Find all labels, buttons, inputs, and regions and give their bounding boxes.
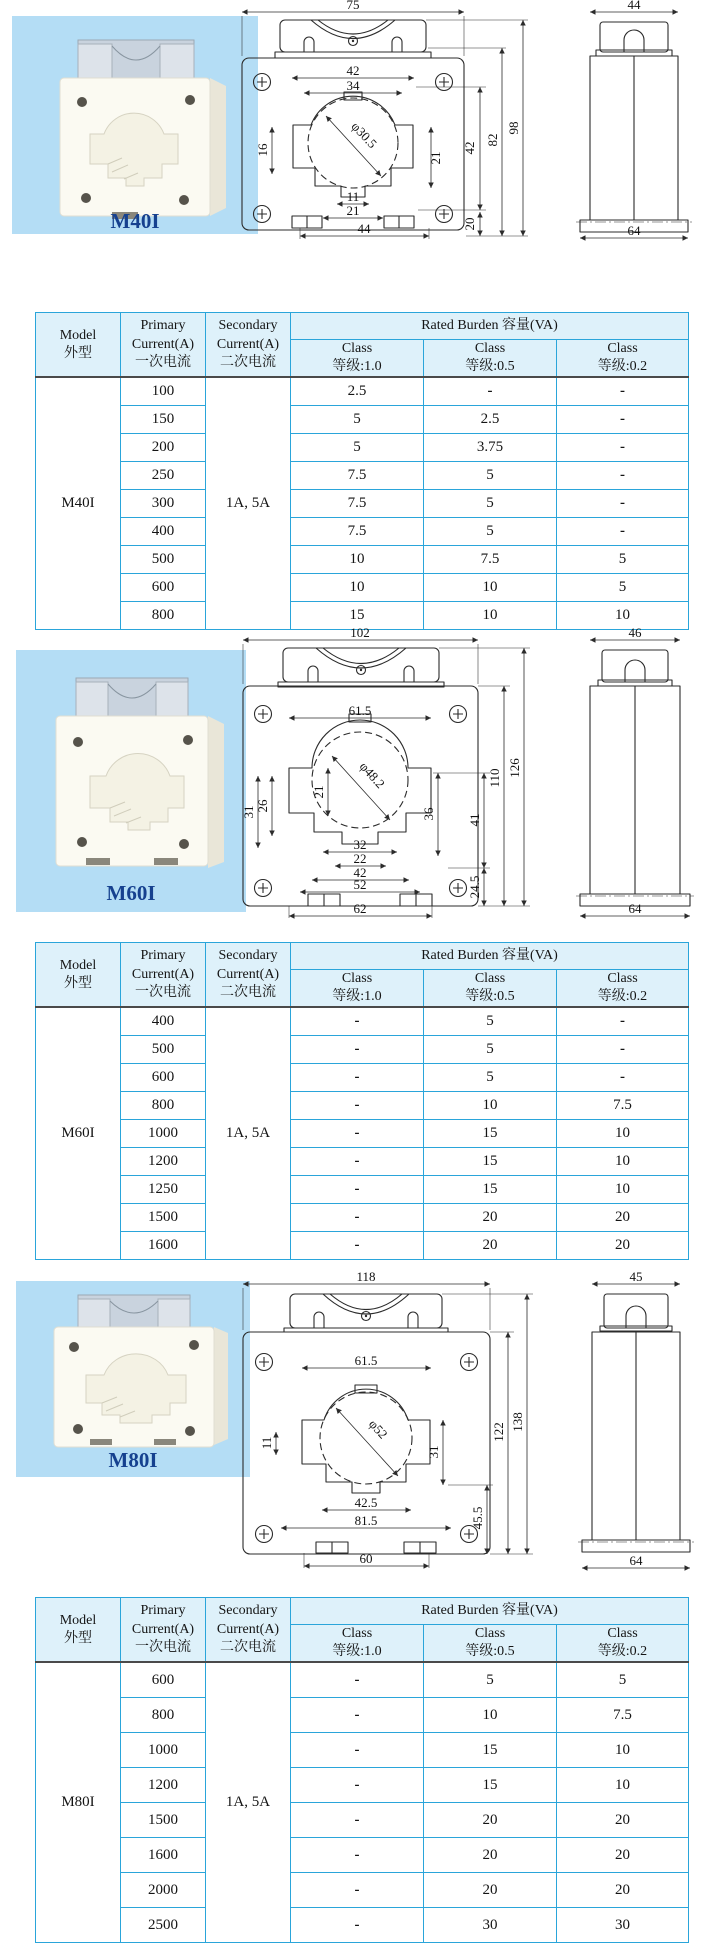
primary-current-cell: 500 [121, 546, 206, 574]
dim-m80-side-width: 45 [629, 1272, 643, 1284]
m40i-side-view [576, 0, 692, 238]
primary-current-cell: 600 [121, 1662, 206, 1698]
secondary-header-l1: Secondary [218, 1603, 278, 1619]
burden-class10-cell: 5 [291, 434, 424, 462]
burden-class02-cell: - [557, 377, 689, 406]
burden-class10-cell: 7.5 [291, 490, 424, 518]
burden-class05-cell: 30 [424, 1908, 557, 1943]
primary-current-cell: 1000 [121, 1733, 206, 1768]
burden-class05-cell: 20 [424, 1873, 557, 1908]
secondary-header-l1: Secondary [218, 948, 278, 964]
primary-current-cell: 800 [121, 602, 206, 630]
burden-class02-cell: 10 [557, 1733, 689, 1768]
m80i-photo [16, 1281, 250, 1477]
dim-m60-r41: 41 [467, 813, 482, 827]
burden-class05-cell: 10 [424, 602, 557, 630]
burden-class05-cell: 2.5 [424, 406, 557, 434]
spec-row [36, 406, 689, 434]
burden-class05-cell: 15 [424, 1768, 557, 1803]
class10-sub: 等级:1.0 [332, 1644, 382, 1660]
class02-sub: 等级:0.2 [597, 1644, 648, 1660]
spec-row [36, 1007, 689, 1036]
burden-class05-cell: 3.75 [424, 434, 557, 462]
dim-m60-l31: 31 [241, 805, 256, 819]
burden-class10-cell: - [291, 1204, 424, 1232]
spec-row [36, 1064, 689, 1092]
dim-m40-right-height: 21 [428, 151, 443, 165]
class02-sub: 等级:0.2 [597, 989, 648, 1005]
burden-class02-cell: - [557, 1064, 689, 1092]
spec-row [36, 462, 689, 490]
dim-m40-body-width: 75 [346, 0, 360, 12]
dim-m40-foot-span: 44 [357, 221, 371, 236]
primary-current-cell: 1500 [121, 1204, 206, 1232]
dim-m60-r126: 126 [507, 758, 522, 778]
dim-m80-body-width: 118 [356, 1272, 376, 1284]
burden-class02-cell: - [557, 490, 689, 518]
secondary-header-l2: Current(A) [216, 1621, 280, 1637]
dim-m80-base-width: 64 [629, 1553, 643, 1568]
primary-current-cell: 2000 [121, 1873, 206, 1908]
col-header-primary [121, 313, 206, 378]
m80i-side-view [578, 1272, 694, 1568]
spec-row [36, 1733, 689, 1768]
dim-m60-r110: 110 [487, 768, 502, 788]
col-header-primary [121, 943, 206, 1008]
burden-header: Rated Burden 容量(VA) [421, 1602, 558, 1618]
burden-class02-cell: - [557, 1007, 689, 1036]
dim-m60-body-width: 102 [350, 628, 370, 640]
burden-class10-cell: - [291, 1733, 424, 1768]
secondary-header-l3: 二次电流 [220, 354, 276, 370]
primary-current-cell: 150 [121, 406, 206, 434]
m40i-front-view [242, 0, 528, 239]
dim-m80-b815: 81.5 [354, 1513, 378, 1528]
dim-m80-v122: 122 [491, 1422, 506, 1442]
spec-row [36, 518, 689, 546]
dim-m40-side-width: 44 [627, 0, 641, 12]
model-header-en: Model [59, 957, 97, 973]
spec-row [36, 1204, 689, 1232]
burden-class10-cell: - [291, 1120, 424, 1148]
burden-class02-cell: - [557, 406, 689, 434]
m60i-photo-label: M60I [106, 881, 156, 905]
burden-class05-cell: 7.5 [424, 546, 557, 574]
burden-class02-cell: 20 [557, 1838, 689, 1873]
burden-header: Rated Burden 容量(VA) [421, 947, 558, 963]
col-header-class10 [291, 1625, 424, 1663]
burden-class10-cell: - [291, 1007, 424, 1036]
primary-current-cell: 600 [121, 574, 206, 602]
col-header-class02 [557, 1625, 689, 1663]
dim-m40-base-width: 64 [627, 223, 641, 238]
dim-m60-l26: 26 [255, 799, 270, 813]
dim-m40-v82: 82 [485, 133, 500, 147]
secondary-header-l2: Current(A) [216, 966, 280, 982]
class-label: Class [607, 971, 638, 986]
dim-m40-slot-width2: 21 [346, 203, 360, 218]
m40i-photo [12, 16, 258, 234]
dim-m60-b62: 62 [353, 901, 367, 916]
primary-header-l1: Primary [140, 948, 186, 964]
primary-header-l3: 一次电流 [135, 984, 191, 1000]
burden-class10-cell: - [291, 1803, 424, 1838]
col-header-primary [121, 1598, 206, 1663]
burden-class10-cell: - [291, 1092, 424, 1120]
dim-m60-side-width: 46 [628, 628, 642, 640]
class10-sub: 等级:1.0 [332, 989, 382, 1005]
burden-class10-cell: 7.5 [291, 518, 424, 546]
burden-class02-cell: 10 [557, 1120, 689, 1148]
secondary-header-l3: 二次电流 [220, 984, 276, 1000]
dim-m80-r31: 31 [426, 1445, 441, 1459]
burden-class10-cell: 5 [291, 406, 424, 434]
m60i-front-view [241, 628, 530, 918]
model-header-cn: 外型 [64, 1630, 92, 1646]
spec-row [36, 434, 689, 462]
burden-class02-cell: 20 [557, 1873, 689, 1908]
primary-current-cell: 500 [121, 1036, 206, 1064]
burden-class05-cell: 15 [424, 1176, 557, 1204]
burden-class10-cell: - [291, 1838, 424, 1873]
burden-class02-cell: - [557, 518, 689, 546]
class05-sub: 等级:0.5 [465, 989, 515, 1005]
m40i-drawing [228, 0, 720, 242]
spec-row [36, 1232, 689, 1260]
primary-current-cell: 200 [121, 434, 206, 462]
burden-class10-cell: - [291, 1176, 424, 1204]
model-header-cn: 外型 [64, 345, 92, 361]
burden-class10-cell: 10 [291, 574, 424, 602]
primary-current-cell: 600 [121, 1064, 206, 1092]
burden-class05-cell: 15 [424, 1120, 557, 1148]
spec-row [36, 1148, 689, 1176]
primary-header-l2: Current(A) [131, 966, 195, 982]
dim-m80-b60: 60 [359, 1551, 373, 1566]
burden-class02-cell: 10 [557, 602, 689, 630]
spec-row [36, 1698, 689, 1733]
burden-class10-cell: 15 [291, 602, 424, 630]
burden-class02-cell: 5 [557, 546, 689, 574]
burden-class10-cell: 2.5 [291, 377, 424, 406]
col-header-burden [291, 943, 689, 970]
burden-class10-cell: 10 [291, 546, 424, 574]
primary-current-cell: 300 [121, 490, 206, 518]
primary-current-cell: 250 [121, 462, 206, 490]
primary-current-cell: 1200 [121, 1768, 206, 1803]
burden-class05-cell: 5 [424, 518, 557, 546]
primary-current-cell: 2500 [121, 1908, 206, 1943]
dim-m60-hole-width: 61.5 [348, 703, 372, 718]
spec-row [36, 1036, 689, 1064]
dim-m60-b52: 52 [353, 877, 367, 892]
secondary-current-cell: 1A, 5A [206, 1662, 291, 1943]
dim-m60-r36: 36 [421, 807, 436, 821]
burden-class05-cell: 5 [424, 490, 557, 518]
dim-m60-r245: 24.5 [467, 875, 482, 899]
secondary-header-l3: 二次电流 [220, 1639, 276, 1655]
primary-current-cell: 1600 [121, 1838, 206, 1873]
col-header-model [36, 313, 121, 378]
spec-row [36, 1662, 689, 1698]
dim-m40-hole-outer: 42 [346, 63, 360, 78]
burden-class05-cell: 10 [424, 1698, 557, 1733]
dim-m40-v42: 42 [462, 141, 477, 155]
spec-row [36, 546, 689, 574]
primary-header-l2: Current(A) [131, 1621, 195, 1637]
spec-row [36, 377, 689, 406]
burden-class02-cell: 5 [557, 1662, 689, 1698]
spec-row [36, 1838, 689, 1873]
model-header-en: Model [59, 327, 97, 343]
spec-row [36, 1176, 689, 1204]
burden-class05-cell: 20 [424, 1232, 557, 1260]
class02-sub: 等级:0.2 [597, 359, 648, 375]
class-label: Class [607, 341, 638, 356]
spec-row [36, 1908, 689, 1943]
dim-m60-b42: 42 [353, 865, 367, 880]
burden-class05-cell: 20 [424, 1803, 557, 1838]
dim-m40-hole-inner: 34 [346, 78, 360, 93]
dim-m40-v98: 98 [506, 121, 521, 135]
col-header-burden [291, 313, 689, 340]
col-header-secondary [206, 1598, 291, 1663]
col-header-class05 [424, 970, 557, 1008]
burden-class10-cell: 7.5 [291, 462, 424, 490]
burden-class02-cell: 10 [557, 1148, 689, 1176]
dim-m80-v138: 138 [510, 1412, 525, 1432]
col-header-burden [291, 1598, 689, 1625]
primary-header-l3: 一次电流 [135, 1639, 191, 1655]
burden-class05-cell: 5 [424, 462, 557, 490]
burden-class05-cell: 10 [424, 1092, 557, 1120]
spec-row [36, 490, 689, 518]
model-cell: M80I [36, 1662, 121, 1943]
primary-header-l1: Primary [140, 318, 186, 334]
burden-class02-cell: 30 [557, 1908, 689, 1943]
class-label: Class [474, 341, 506, 356]
class-label: Class [607, 1626, 638, 1641]
primary-current-cell: 400 [121, 518, 206, 546]
col-header-class10 [291, 340, 424, 378]
primary-current-cell: 1200 [121, 1148, 206, 1176]
class05-sub: 等级:0.5 [465, 359, 515, 375]
burden-class02-cell: 7.5 [557, 1698, 689, 1733]
m80i-photo-label: M80I [108, 1448, 158, 1472]
burden-class05-cell: 5 [424, 1007, 557, 1036]
burden-class02-cell: 20 [557, 1232, 689, 1260]
burden-class05-cell: 20 [424, 1838, 557, 1873]
burden-class02-cell: 20 [557, 1803, 689, 1838]
model-cell: M60I [36, 1007, 121, 1260]
m60i-spec-table [35, 942, 689, 1260]
col-header-model [36, 943, 121, 1008]
m40i-photo-label: M40I [110, 209, 160, 233]
spec-row [36, 1873, 689, 1908]
burden-class02-cell: - [557, 1036, 689, 1064]
burden-class02-cell: 5 [557, 574, 689, 602]
primary-current-cell: 1250 [121, 1176, 206, 1204]
col-header-class02 [557, 340, 689, 378]
col-header-class02 [557, 970, 689, 1008]
class-label: Class [341, 1626, 373, 1641]
primary-header-l1: Primary [140, 1603, 186, 1619]
spec-row [36, 1803, 689, 1838]
spec-row [36, 602, 689, 630]
spec-row [36, 1092, 689, 1120]
primary-header-l3: 一次电流 [135, 354, 191, 370]
burden-class10-cell: - [291, 1036, 424, 1064]
model-header-en: Model [59, 1612, 97, 1628]
secondary-current-cell: 1A, 5A [206, 377, 291, 630]
class-label: Class [474, 1626, 506, 1641]
class-label: Class [341, 341, 373, 356]
col-header-secondary [206, 313, 291, 378]
burden-class05-cell: 15 [424, 1733, 557, 1768]
col-header-class05 [424, 340, 557, 378]
burden-class10-cell: - [291, 1064, 424, 1092]
primary-header-l2: Current(A) [131, 336, 195, 352]
burden-class10-cell: - [291, 1232, 424, 1260]
secondary-header-l1: Secondary [218, 318, 278, 334]
col-header-secondary [206, 943, 291, 1008]
m40i-spec-table [35, 312, 689, 630]
dim-m60-base-width: 64 [628, 901, 642, 916]
burden-class10-cell: - [291, 1148, 424, 1176]
m80i-front-view [243, 1272, 533, 1568]
primary-current-cell: 800 [121, 1092, 206, 1120]
class05-sub: 等级:0.5 [465, 1644, 515, 1660]
dim-m80-l11: 11 [259, 1436, 274, 1450]
model-header-cn: 外型 [64, 975, 92, 991]
col-header-class10 [291, 970, 424, 1008]
m60i-drawing [228, 628, 720, 922]
burden-class02-cell: 7.5 [557, 1092, 689, 1120]
dim-m40-v20: 20 [462, 217, 477, 231]
secondary-current-cell: 1A, 5A [206, 1007, 291, 1260]
dim-m80-hole-width: 61.5 [354, 1353, 378, 1368]
m60i-side-view [576, 628, 694, 916]
burden-class05-cell: 15 [424, 1148, 557, 1176]
burden-class05-cell: 10 [424, 574, 557, 602]
col-header-class05 [424, 1625, 557, 1663]
dim-m80-b425: 42.5 [354, 1495, 378, 1510]
burden-class10-cell: - [291, 1662, 424, 1698]
m80i-spec-table [35, 1597, 689, 1943]
burden-header: Rated Burden 容量(VA) [421, 317, 558, 333]
primary-current-cell: 100 [121, 377, 206, 406]
primary-current-cell: 800 [121, 1698, 206, 1733]
burden-class05-cell: 20 [424, 1204, 557, 1232]
dim-m60-l21: 21 [311, 785, 326, 799]
burden-class02-cell: - [557, 434, 689, 462]
dim-m80-diameter: φ52 [365, 1416, 391, 1442]
primary-current-cell: 400 [121, 1007, 206, 1036]
class-label: Class [341, 971, 373, 986]
burden-class05-cell: 5 [424, 1662, 557, 1698]
burden-class02-cell: - [557, 462, 689, 490]
dim-m40-diameter: φ30.5 [348, 118, 381, 152]
burden-class10-cell: - [291, 1873, 424, 1908]
primary-current-cell: 1500 [121, 1803, 206, 1838]
col-header-model [36, 1598, 121, 1663]
dim-m80-v455: 45.5 [470, 1506, 485, 1530]
burden-class02-cell: 10 [557, 1176, 689, 1204]
dim-m40-left-height: 16 [255, 143, 270, 157]
burden-class10-cell: - [291, 1768, 424, 1803]
spec-row [36, 1768, 689, 1803]
m80i-drawing [228, 1272, 720, 1574]
dim-m60-b22: 22 [353, 851, 367, 866]
burden-class05-cell: 5 [424, 1064, 557, 1092]
dim-m60-diameter: φ48.2 [356, 758, 389, 792]
burden-class05-cell: - [424, 377, 557, 406]
m60i-photo [16, 650, 246, 912]
dim-m40-slot-width: 11 [346, 189, 360, 204]
burden-class05-cell: 5 [424, 1036, 557, 1064]
burden-class10-cell: - [291, 1908, 424, 1943]
class10-sub: 等级:1.0 [332, 359, 382, 375]
burden-class02-cell: 10 [557, 1768, 689, 1803]
spec-row [36, 574, 689, 602]
spec-row [36, 1120, 689, 1148]
burden-class10-cell: - [291, 1698, 424, 1733]
primary-current-cell: 1000 [121, 1120, 206, 1148]
secondary-header-l2: Current(A) [216, 336, 280, 352]
model-cell: M40I [36, 377, 121, 630]
dim-m60-b32: 32 [353, 837, 367, 852]
burden-class02-cell: 20 [557, 1204, 689, 1232]
primary-current-cell: 1600 [121, 1232, 206, 1260]
class-label: Class [474, 971, 506, 986]
